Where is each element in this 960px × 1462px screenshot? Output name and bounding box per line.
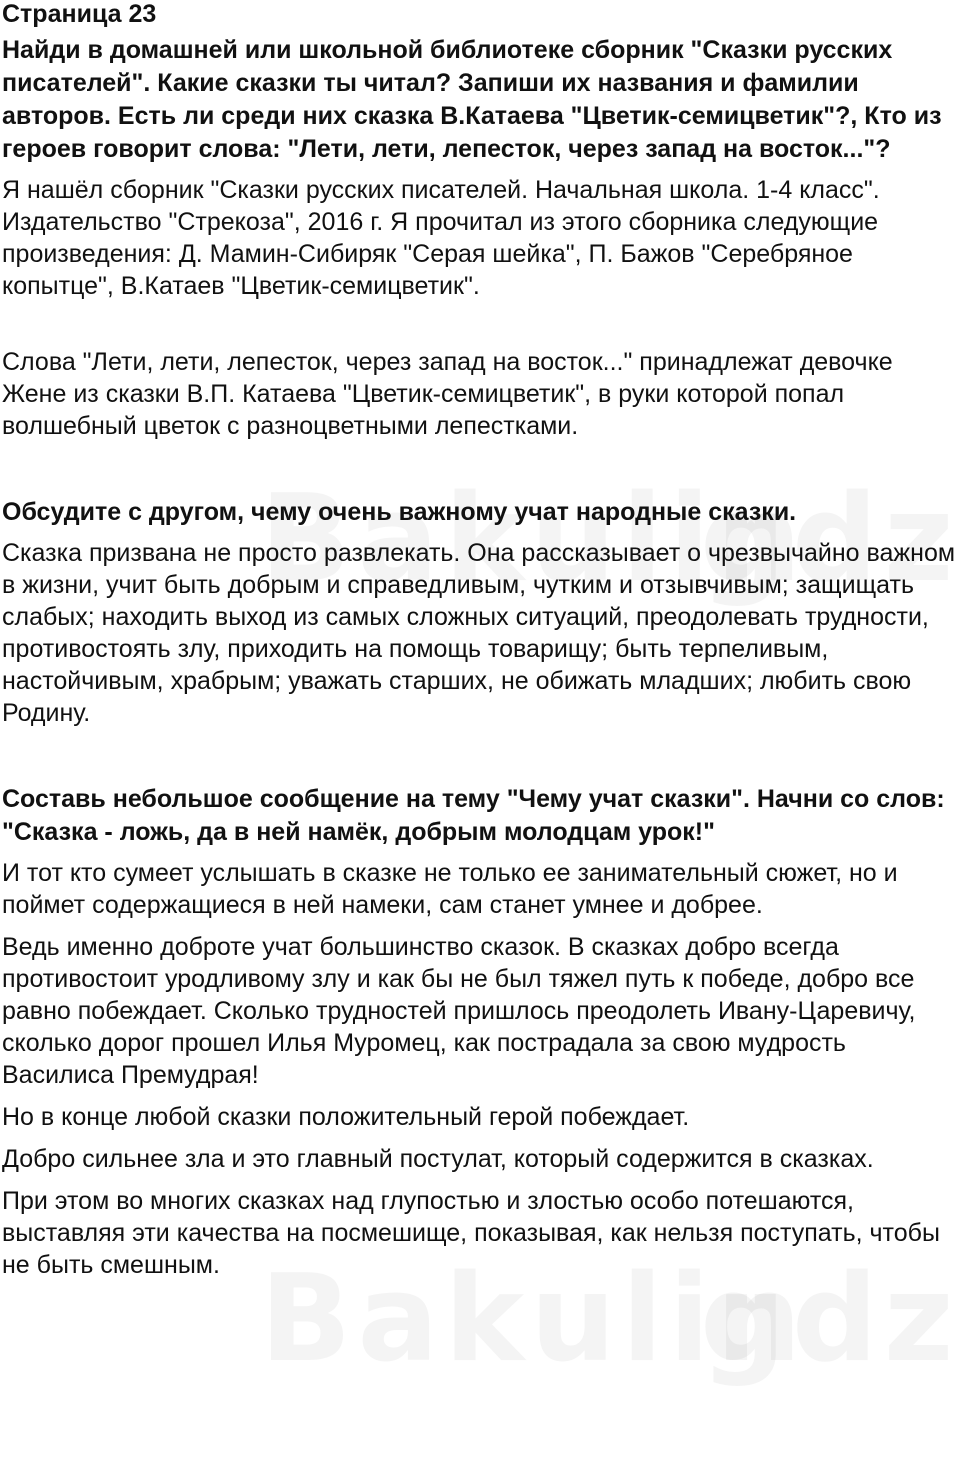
answer-paragraph: Ведь именно доброте учат большинство сказок. В сказках добро всегда противостоит уродливому злу и как бы не был тяжел путь к победе, добро все равно побеждает. Сколько трудностей пришлось преодолеть Ивану-Царевичу, сколько дорог прошел Илья Муромец, как пострадала за свою мудрость Василиса Премудрая!	[2, 933, 916, 1089]
spacer	[2, 452, 956, 496]
spacer	[2, 312, 956, 346]
answer-paragraph: Но в конце любой сказки положительный герой побеждает.	[2, 1103, 690, 1131]
answer-paragraph: Сказка призвана не просто развлекать. Она рассказывает о чрезвычайно важном в жизни, учит быть добрым и справедливым, чутким и отзывчивым; защищать слабых; находить выход из самых сложных ситуаций, преодолевать трудности, противостоять злу, приходить на помощь товарищу; быть терпеливым, настойчивым, храбрым; уважать старших, не обижать младших; любить свою Родину.	[2, 539, 956, 727]
page-title: Страница 23	[2, 0, 157, 28]
question-text: Обсудите с другом, чему очень важному учат народные сказки.	[2, 498, 797, 526]
answer-paragraph: Добро сильнее зла и это главный постулат, который содержится в сказках.	[2, 1145, 874, 1173]
section-folk-tales	[2, 496, 956, 729]
question-text: Найди в домашней или школьной библиотеке сборник "Сказки русских писателей". Какие сказки ты читал? Запиши их названия и фамилии авторов. Есть ли среди них сказка В.Катаева "Цветик-семицветик"?, Кто из героев говорит слова: "Лети, лети, лепесток, через запад на восток..."?	[2, 36, 942, 163]
answer-paragraph: Я нашёл сборник "Сказки русских писателей. Начальная школа. 1-4 класс". Издательство "Стрекоза", 2016 г. Я прочитал из этого сборника следующие произведения: Д. Мамин-Сибиряк "Серая шейка", П. Бажов "Серебряное копытце", В.Катаев "Цветик-семицветик".	[2, 176, 880, 300]
question-text: Составь небольшое сообщение на тему "Чему учат сказки". Начни со слов: "Сказка - ложь, да в ней намёк, добрым молодцам урок!"	[2, 785, 945, 846]
answer-paragraph: При этом во многих сказках над глупостью и злостью особо потешаются, выставляя эти качества на посмешище, показывая, как нельзя поступать, чтобы не быть смешным.	[2, 1187, 940, 1279]
answer-paragraph: Слова "Лети, лети, лепесток, через запад на восток..." принадлежат девочке Жене из сказки В.П. Катаева "Цветик-семицветик", в руки которой попал волшебный цветок с разноцветными лепестками.	[2, 348, 893, 440]
section-tales-teach	[2, 783, 956, 1281]
section-library-collection	[2, 34, 956, 442]
answer-paragraph: И тот кто сумеет услышать в сказке не только ее занимательный сюжет, но и поймет содержащиеся в ней намеки, сам станет умнее и добрее.	[2, 859, 898, 919]
spacer	[2, 739, 956, 783]
